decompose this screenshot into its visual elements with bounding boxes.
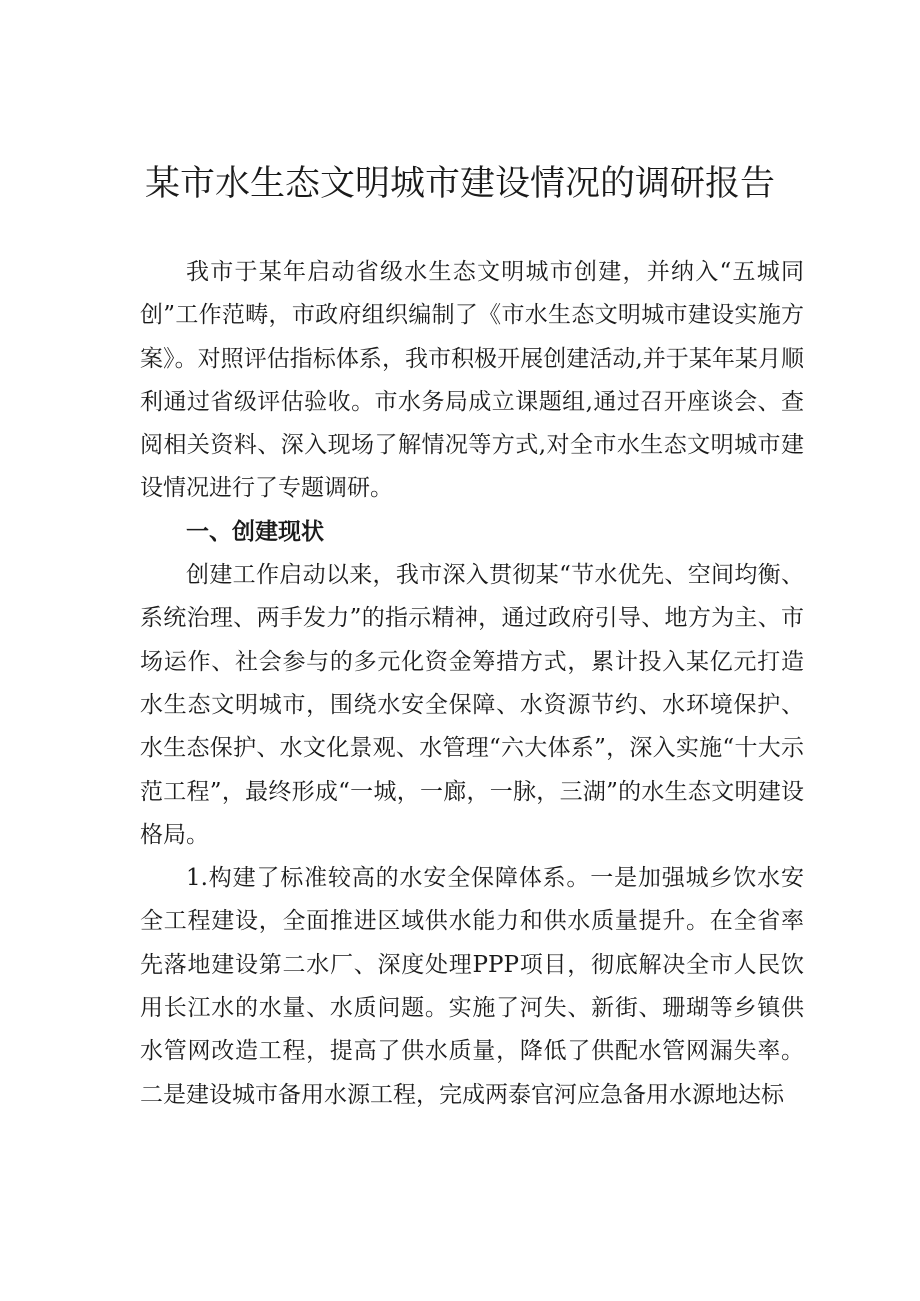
section-heading: 一、创建现状 (186, 518, 324, 545)
intro-paragraph: 我市于某年启动省级水生态文明城市创建，并纳入“五城同创”工作范畴，市政府组织编制了《市水生态文明城市建设实施方案》。对照评估指标体系，我市积极开展创建活动,并于某年某月顺利通过省级评估验收。市水务局成立课题组,通过召开座谈会、查阅相关资料、深入现场了解情况等方式,对全市水生态文明城市建设情况进行了专题调研。 (140, 259, 804, 502)
document-body (140, 251, 804, 1117)
document-title: 某市水生态文明城市建设情况的调研报告 (144, 164, 775, 204)
subsection-paragraph: 1.构建了标准较高的水安全保障体系。一是加强城乡饮水安全工程建设，全面推进区域供水能力和供水质量提升。在全省率先落地建设第二水厂、深度处理PPP项目，彻底解决全市人民饮用长江水的水量、水质问题。实施了河失、新街、珊瑚等乡镇供水管网改造工程，提高了供水质量，降低了供配水管网漏失率。二是建设城市备用水源工程，完成两泰官河应急备用水源地达标 (140, 865, 804, 1108)
section-paragraph: 创建工作启动以来，我市深入贯彻某“节水优先、空间均衡、系统治理、两手发力”的指示精神，通过政府引导、地方为主、市场运作、社会参与的多元化资金筹措方式，累计投入某亿元打造水生态文明城市，围绕水安全保障、水资源节约、水环境保护、水生态保护、水文化景观、水管理“六大体系”，深入实施“十大示范工程”，最终形成“一城，一廊，一脉，三湖”的水生态文明建设格局。 (140, 562, 804, 848)
